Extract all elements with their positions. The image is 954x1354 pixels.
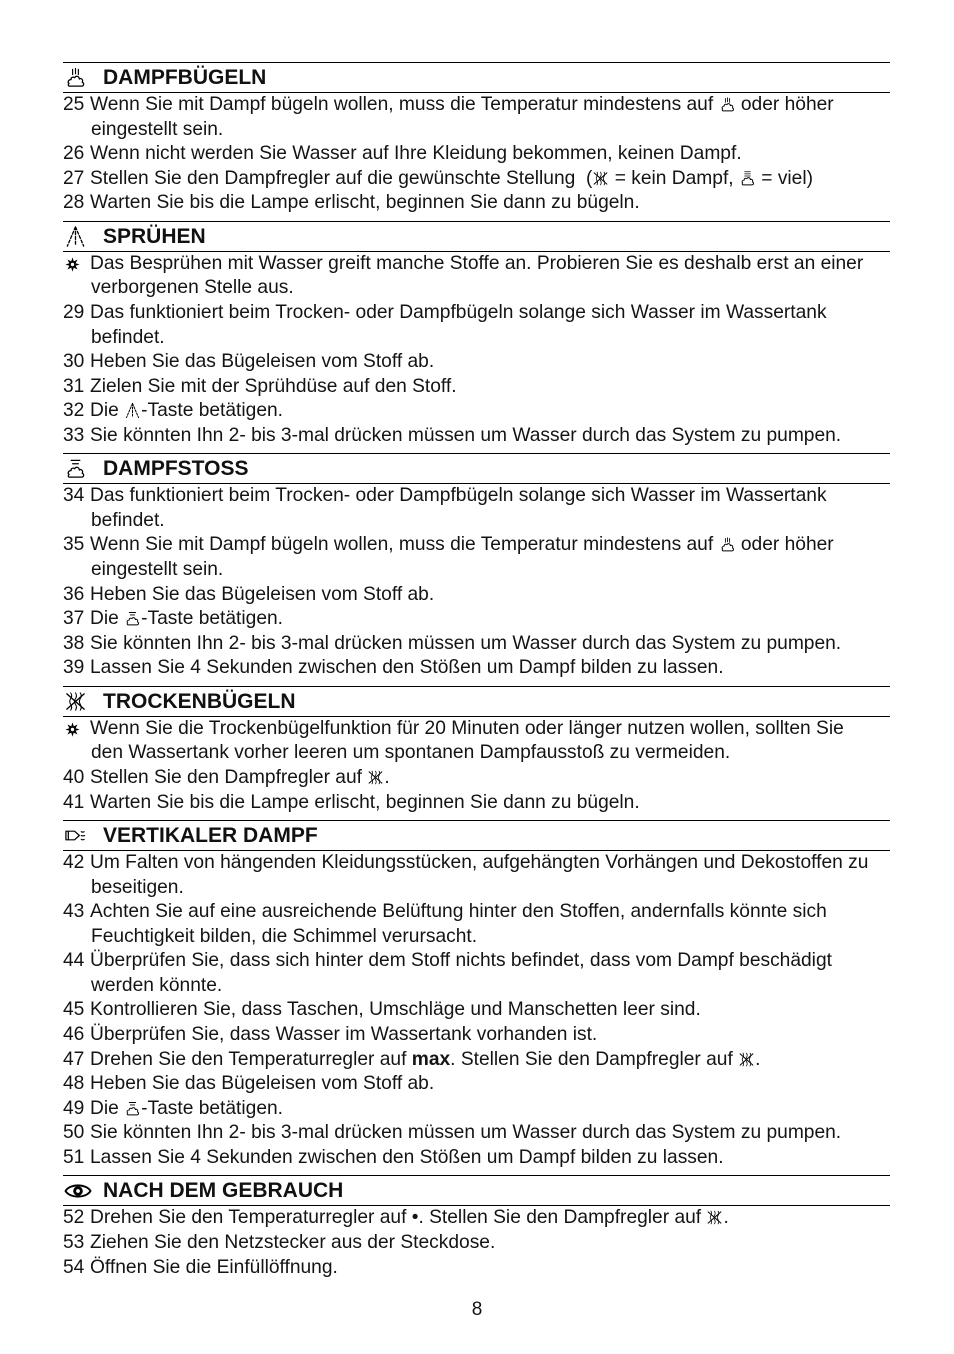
list-item xyxy=(63,399,890,424)
item-number: 30 xyxy=(63,351,85,373)
list-item xyxy=(63,851,890,900)
item-line xyxy=(63,424,890,449)
item-number: 39 xyxy=(63,657,85,679)
item-text: Überprüfen Sie, dass Wasser im Wassertank vorhanden ist. xyxy=(90,1024,598,1045)
item-text: Heben Sie das Bügeleisen vom Stoff ab. xyxy=(90,583,435,605)
item-line xyxy=(63,925,890,950)
manual-section xyxy=(63,686,890,820)
item-line xyxy=(63,533,890,558)
item-text: Heben Sie das Bügeleisen vom Stoff ab. xyxy=(90,1073,435,1095)
no-steam-icon xyxy=(367,769,384,786)
list-item xyxy=(63,656,890,681)
item-text: Warten Sie bis die Lampe erlischt, beginnen Sie dann zu bügeln. xyxy=(90,192,640,214)
item-number: 41 xyxy=(63,791,85,813)
list-item xyxy=(63,1231,890,1256)
item-text: Kontrollieren Sie, dass Taschen, Umschläge und Manschetten leer sind. xyxy=(90,999,701,1021)
item-text: befindet. xyxy=(91,326,165,348)
item-number: 54 xyxy=(63,1256,85,1278)
steam-icon xyxy=(63,63,103,92)
list-item xyxy=(63,301,890,350)
item-number: 38 xyxy=(63,632,85,654)
item-number: 49 xyxy=(63,1097,85,1119)
item-number: 26 xyxy=(63,143,85,165)
section-title: TROCKENBÜGELN xyxy=(103,689,296,713)
list-item xyxy=(63,1023,890,1048)
item-text: eingestellt sein. xyxy=(91,559,224,580)
item-number: 47 xyxy=(63,1048,85,1070)
item-number: 27 xyxy=(63,167,85,189)
spray-icon xyxy=(63,222,103,251)
item-line xyxy=(63,1256,890,1281)
item-number: 44 xyxy=(63,950,85,972)
item-number: 45 xyxy=(63,999,85,1021)
item-number: 34 xyxy=(63,485,85,507)
item-text: Um Falten von hängenden Kleidungsstücken, aufgehängten Vorhängen und Dekostoffen zu xyxy=(90,852,869,874)
steam-icon xyxy=(719,536,736,553)
list-item xyxy=(63,998,890,1023)
manual-section xyxy=(63,820,890,1175)
list-item xyxy=(63,191,890,216)
list-item xyxy=(63,93,890,142)
manual-section xyxy=(63,453,890,686)
item-text: Achten Sie auf eine ausreichende Belüftung hinter den Stoffen, andernfalls könnte sich xyxy=(90,901,827,923)
list-item xyxy=(63,1097,890,1122)
item-text: Feuchtigkeit bilden, die Schimmel verursacht. xyxy=(91,925,478,947)
item-line xyxy=(63,876,890,901)
item-text: Sie könnten Ihn 2- bis 3-mal drücken müssen um Wasser durch das System zu pumpen. xyxy=(90,1122,842,1144)
item-text: werden könnte. xyxy=(91,974,223,996)
list-item xyxy=(63,375,890,400)
item-text: Wenn Sie mit Dampf bügeln wollen, muss die Temperatur mindestens auf xyxy=(90,534,719,556)
item-number: 53 xyxy=(63,1231,85,1253)
section-header xyxy=(63,1175,890,1206)
manual-section xyxy=(63,62,890,221)
item-line xyxy=(63,1206,890,1231)
list-item xyxy=(63,632,890,657)
item-number: 33 xyxy=(63,424,85,446)
item-line xyxy=(63,656,890,681)
item-text: Überprüfen Sie, dass sich hinter dem Stoff nichts befindet, dass vom Dampf beschädigt xyxy=(90,950,832,972)
max-steam-icon xyxy=(739,170,756,187)
no-steam-icon xyxy=(706,1209,723,1226)
item-line xyxy=(63,1097,890,1122)
item-number: 46 xyxy=(63,1024,85,1045)
section-header xyxy=(63,820,890,851)
item-text: = kein Dampf, xyxy=(609,167,739,189)
item-number: 31 xyxy=(63,375,85,397)
item-line xyxy=(63,484,890,509)
note-star-icon xyxy=(64,252,91,277)
item-list xyxy=(63,1206,890,1285)
list-item xyxy=(63,167,890,192)
steam-shot-icon xyxy=(124,610,141,627)
vertical-steam-icon xyxy=(63,821,103,850)
item-line xyxy=(63,1146,890,1171)
list-item xyxy=(63,949,890,998)
item-line xyxy=(63,851,890,876)
no-steam-icon xyxy=(592,170,609,187)
item-number: 37 xyxy=(63,608,85,630)
section-header xyxy=(63,453,890,484)
section-title: VERTIKALER DAMPF xyxy=(103,824,318,848)
item-text: Wenn Sie mit Dampf bügeln wollen, muss die Temperatur mindestens auf xyxy=(90,94,719,115)
list-item xyxy=(63,607,890,632)
item-text: -Taste betätigen. xyxy=(141,400,283,422)
item-line xyxy=(63,252,890,277)
steam-icon xyxy=(719,96,736,113)
item-text: . xyxy=(755,1048,761,1070)
section-header xyxy=(63,221,890,252)
section-title: SPRÜHEN xyxy=(103,224,206,248)
item-number: 43 xyxy=(63,901,85,923)
item-line xyxy=(63,558,890,583)
steam-shot-icon xyxy=(124,1100,141,1117)
item-text: den Wassertank vorher leeren um spontanen Dampfausstoß zu vermeiden. xyxy=(91,742,731,764)
list-item xyxy=(63,583,890,608)
item-number: 29 xyxy=(63,301,85,323)
list-item xyxy=(63,252,890,301)
item-line xyxy=(63,1231,890,1256)
item-line xyxy=(63,399,890,424)
section-title: NACH DEM GEBRAUCH xyxy=(103,1179,344,1203)
item-text: -Taste betätigen. xyxy=(141,1097,283,1119)
list-item xyxy=(63,717,890,766)
list-item xyxy=(63,484,890,533)
item-text: Das funktioniert beim Trocken- oder Dampfbügeln solange sich Wasser im Wassertank xyxy=(90,485,827,507)
item-line xyxy=(63,791,890,816)
item-text: Die xyxy=(90,400,125,422)
list-item xyxy=(63,142,890,167)
item-text: Öffnen Sie die Einfüllöffnung. xyxy=(90,1256,338,1278)
item-text: beseitigen. xyxy=(91,876,184,898)
list-item xyxy=(63,1206,890,1231)
item-line xyxy=(63,998,890,1023)
item-line xyxy=(63,949,890,974)
section-title: DAMPFBÜGELN xyxy=(103,66,267,89)
item-number: 48 xyxy=(63,1073,85,1095)
item-text: Drehen Sie den Temperaturregler auf •. Stellen Sie den Dampfregler auf xyxy=(90,1207,707,1229)
item-text: Sie könnten Ihn 2- bis 3-mal drücken müssen um Wasser durch das System zu pumpen. xyxy=(90,632,842,654)
item-line xyxy=(63,632,890,657)
item-text: oder höher xyxy=(735,94,834,115)
item-text: = viel) xyxy=(755,167,814,189)
item-text: oder höher xyxy=(735,534,834,556)
section-header xyxy=(63,62,890,93)
list-item xyxy=(63,1146,890,1171)
item-line xyxy=(63,583,890,608)
item-text: Lassen Sie 4 Sekunden zwischen den Stößen um Dampf bilden zu lassen. xyxy=(90,657,724,679)
item-line xyxy=(63,1072,890,1097)
list-item xyxy=(63,1256,890,1281)
item-text: Sie könnten Ihn 2- bis 3-mal drücken müssen um Wasser durch das System zu pumpen. xyxy=(90,424,842,446)
page-content xyxy=(63,62,890,1285)
item-line xyxy=(63,326,890,351)
item-number: 28 xyxy=(63,192,85,214)
item-text: befindet. xyxy=(91,509,165,531)
item-number: 36 xyxy=(63,583,85,605)
item-line xyxy=(63,191,890,216)
item-number: 35 xyxy=(63,534,85,556)
list-item xyxy=(63,424,890,449)
list-item xyxy=(63,1121,890,1146)
item-text: Ziehen Sie den Netzstecker aus der Steckdose. xyxy=(90,1231,496,1253)
item-text: . xyxy=(384,766,390,788)
list-item xyxy=(63,766,890,791)
manual-section xyxy=(63,221,890,454)
list-item xyxy=(63,791,890,816)
list-item xyxy=(63,1072,890,1097)
no-steam-icon xyxy=(63,687,103,716)
item-text: Drehen Sie den Temperaturregler auf xyxy=(90,1048,412,1070)
item-text: Das funktioniert beim Trocken- oder Dampfbügeln solange sich Wasser im Wassertank xyxy=(90,301,827,323)
item-text: Warten Sie bis die Lampe erlischt, beginnen Sie dann zu bügeln. xyxy=(90,791,640,813)
item-text: Die xyxy=(90,608,125,630)
note-star-icon xyxy=(64,717,91,742)
item-line xyxy=(63,93,890,118)
item-number: 32 xyxy=(63,400,85,422)
item-line xyxy=(63,167,890,192)
item-text: . xyxy=(723,1207,729,1229)
item-line xyxy=(63,766,890,791)
list-item xyxy=(63,350,890,375)
item-line xyxy=(63,509,890,534)
item-number: 25 xyxy=(63,94,85,115)
item-list xyxy=(63,252,890,454)
eye-icon xyxy=(63,1176,103,1205)
item-text: Lassen Sie 4 Sekunden zwischen den Stößen um Dampf bilden zu lassen. xyxy=(90,1146,724,1168)
item-line xyxy=(63,717,890,742)
item-text: Heben Sie das Bügeleisen vom Stoff ab. xyxy=(90,351,435,373)
item-list xyxy=(63,93,890,221)
spray-icon xyxy=(124,402,141,419)
item-text: Stellen Sie den Dampfregler auf xyxy=(90,766,368,788)
item-text: eingestellt sein. xyxy=(91,118,224,140)
item-text: . Stellen Sie den Dampfregler auf xyxy=(450,1048,739,1070)
item-line xyxy=(63,607,890,632)
section-header xyxy=(63,686,890,717)
item-line xyxy=(63,375,890,400)
item-line xyxy=(63,741,890,766)
item-number: 40 xyxy=(63,766,85,788)
item-line xyxy=(63,276,890,301)
item-line xyxy=(63,1121,890,1146)
item-number: 52 xyxy=(63,1207,85,1229)
item-text: Die xyxy=(90,1097,125,1119)
item-list xyxy=(63,484,890,686)
item-text: Das Besprühen mit Wasser greift manche Stoffe an. Probieren Sie es deshalb erst an einer xyxy=(90,252,864,274)
item-line xyxy=(63,900,890,925)
no-steam-icon xyxy=(738,1051,755,1068)
item-text: Stellen Sie den Dampfregler auf die gewünschte Stellung ( xyxy=(90,167,593,189)
item-number: 42 xyxy=(63,852,85,874)
list-item xyxy=(63,900,890,949)
item-text: -Taste betätigen. xyxy=(141,608,283,630)
item-number: 51 xyxy=(63,1146,85,1168)
item-text: Zielen Sie mit der Sprühdüse auf den Stoff. xyxy=(90,375,457,397)
item-text-bold: max xyxy=(411,1048,451,1070)
item-list xyxy=(63,851,890,1175)
manual-section xyxy=(63,1175,890,1285)
list-item xyxy=(63,533,890,582)
item-line xyxy=(63,142,890,167)
item-text: Wenn Sie die Trockenbügelfunktion für 20 Minuten oder länger nutzen wollen, sollten Sie xyxy=(90,717,844,739)
item-text: verborgenen Stelle aus. xyxy=(91,277,294,299)
item-line xyxy=(63,118,890,143)
page-number: 8 xyxy=(471,1299,483,1320)
section-title: DAMPFSTOSS xyxy=(103,457,249,481)
item-list xyxy=(63,717,890,820)
item-line xyxy=(63,350,890,375)
item-number: 50 xyxy=(63,1122,85,1144)
item-line xyxy=(63,1048,890,1073)
item-line xyxy=(63,1023,890,1048)
list-item xyxy=(63,1048,890,1073)
item-line xyxy=(63,974,890,999)
steam-shot-icon xyxy=(63,454,103,483)
item-text: Wenn nicht werden Sie Wasser auf Ihre Kleidung bekommen, keinen Dampf. xyxy=(90,143,742,165)
item-line xyxy=(63,301,890,326)
